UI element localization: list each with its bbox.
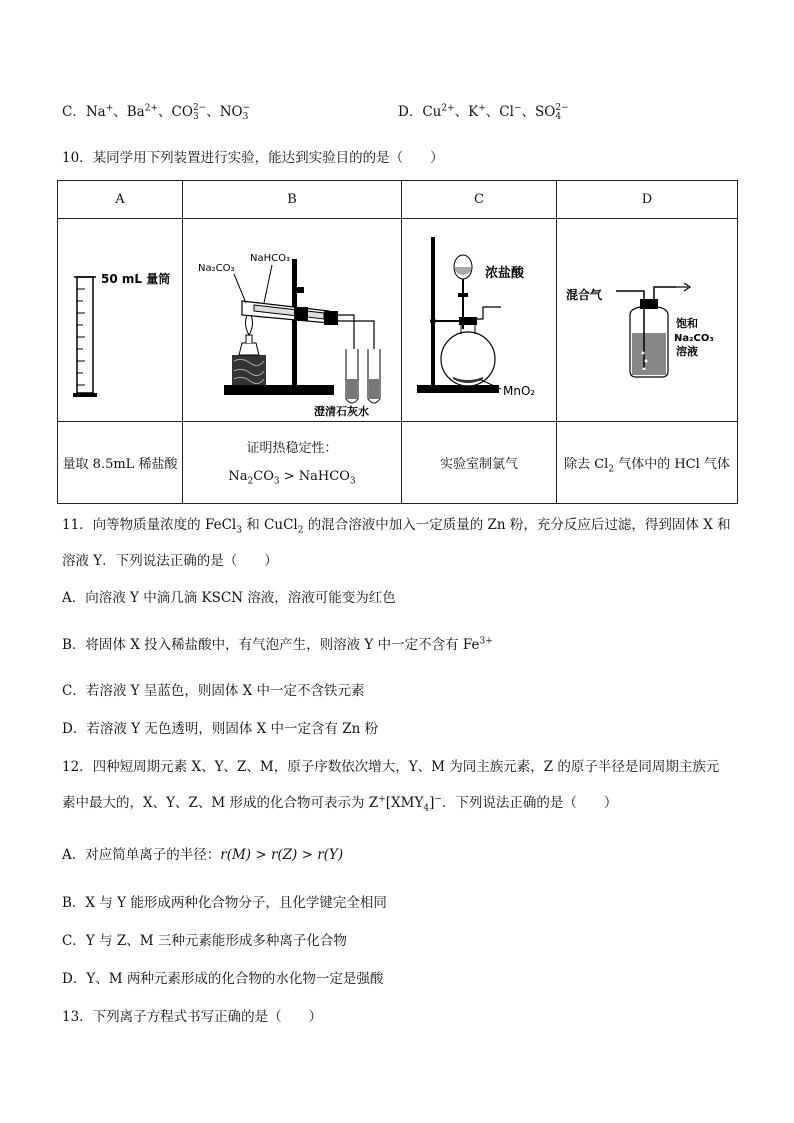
caption-a: 量取 8.5mL 稀盐酸 <box>58 422 183 504</box>
q13-stem: 13．下列离子方程式书写正确的是（ ） <box>62 1009 323 1025</box>
label-limewater: 澄清石灰水 <box>313 405 369 417</box>
q11-stem-line1: 11．向等物质量浓度的 FeCl$_3$ 和 CuCl$_2$ 的混合溶液中加入一定质量的 Zn 粉，充分反应后过滤，得到固体 X 和 <box>62 517 731 536</box>
q9c-ion-0: Na+ <box>85 103 114 120</box>
label-na2co3-solution: Na₂CO₃ <box>673 333 714 344</box>
caption-c: 实验室制氯气 <box>402 422 557 504</box>
q9-option-d: D．$Cu^{2+}$、K+、Cl−、SO 2− 4 <box>398 102 569 122</box>
graduated-cylinder-icon <box>73 277 97 397</box>
q12-stem-line1: 12．四种短周期元素 X、Y、Z、M，原子序数依次增大，Y、M 为同主族元素，Z 的原子半径是同周期主族元 <box>62 759 720 775</box>
q9c-ion-1: $Ba^{2+}$ <box>126 103 159 120</box>
header-b: B <box>183 181 402 219</box>
header-a: A <box>58 181 183 219</box>
header-d: D <box>557 181 738 219</box>
figure-a-cylinder <box>58 219 183 422</box>
heating-apparatus-icon <box>224 259 380 403</box>
q10-stem: 10．某同学用下列装置进行实验，能达到实验目的的是（ ） <box>62 150 444 166</box>
q9d-ion-2: Cl− <box>499 103 522 120</box>
q11-option-c: C．若溶液 Y 呈蓝色，则固体 X 中一定不含铁元素 <box>62 683 365 699</box>
q10-apparatus-table <box>57 180 738 504</box>
q12-option-b: B．X 与 Y 能形成两种化合物分子，且化学键完全相同 <box>62 895 387 911</box>
q9d-ion-3: SO 2− 4 <box>534 102 569 122</box>
header-c: C <box>402 181 557 219</box>
label-na2co3: Na₂CO₃ <box>197 263 234 274</box>
q9c-ion-2: CO 2− 3 <box>171 102 207 122</box>
label-50ml-cylinder: 50 mL 量筒 <box>100 272 170 286</box>
caption-b: 证明热稳定性： $Na_2CO_3$ > NaHCO$_3$ <box>183 422 402 504</box>
q12-option-a: A．对应简单离子的半径：r(M) > r(Z) > r(Y) <box>62 847 344 863</box>
q12-option-c: C．Y 与 Z、M 三种元素能形成多种离子化合物 <box>62 933 347 949</box>
q9-option-c: C．Na+、$Ba^{2+}$、CO 2− 3 、NO − 3 <box>62 102 251 122</box>
gas-washing-bottle-icon <box>616 283 690 377</box>
label-conc-hcl: 浓盐酸 <box>484 266 524 281</box>
figure-b-thermal-stability <box>183 219 402 422</box>
chlorine-generator-icon <box>417 237 501 393</box>
label-saturated: 饱和 <box>675 317 698 330</box>
caption-d: 除去 $Cl_2$ 气体中的 HCl 气体 <box>557 422 738 504</box>
q11-option-d: D．若溶液 Y 无色透明，则固体 X 中一定含有 Zn 粉 <box>62 721 379 737</box>
q9d-ion-1: K+ <box>468 103 486 120</box>
q11-option-b: B．将固体 X 投入稀盐酸中，有气泡产生，则溶液 Y 中一定不含有 $Fe^{3+}$ <box>62 636 493 653</box>
label-nahco3: NaHCO₃ <box>249 253 290 264</box>
q9c-ion-3: NO − 3 <box>219 102 251 122</box>
q12-stem-line2: 素中最大的，X、Y、Z、M 形成的化合物可表示为 $Z^+[XMY_4]^-$．下列说法正确的是（ ） <box>62 794 618 814</box>
q12-option-d: D．Y、M 两种元素形成的化合物的水化物一定是强酸 <box>62 971 384 987</box>
figure-c-chlorine-prep <box>402 219 557 422</box>
label-solution: 溶液 <box>675 345 698 358</box>
label-mixed-gas: 混合气 <box>565 288 602 302</box>
q9d-ion-0: $Cu^{2+}$ <box>422 103 455 120</box>
figure-d-gas-washing <box>557 219 738 422</box>
q11-option-a: A．向溶液 Y 中滴几滴 KSCN 溶液，溶液可能变为红色 <box>62 590 396 606</box>
q11-stem-line2: 溶液 Y．下列说法正确的是（ ） <box>62 553 278 569</box>
label-mno2: MnO₂ <box>502 384 535 398</box>
